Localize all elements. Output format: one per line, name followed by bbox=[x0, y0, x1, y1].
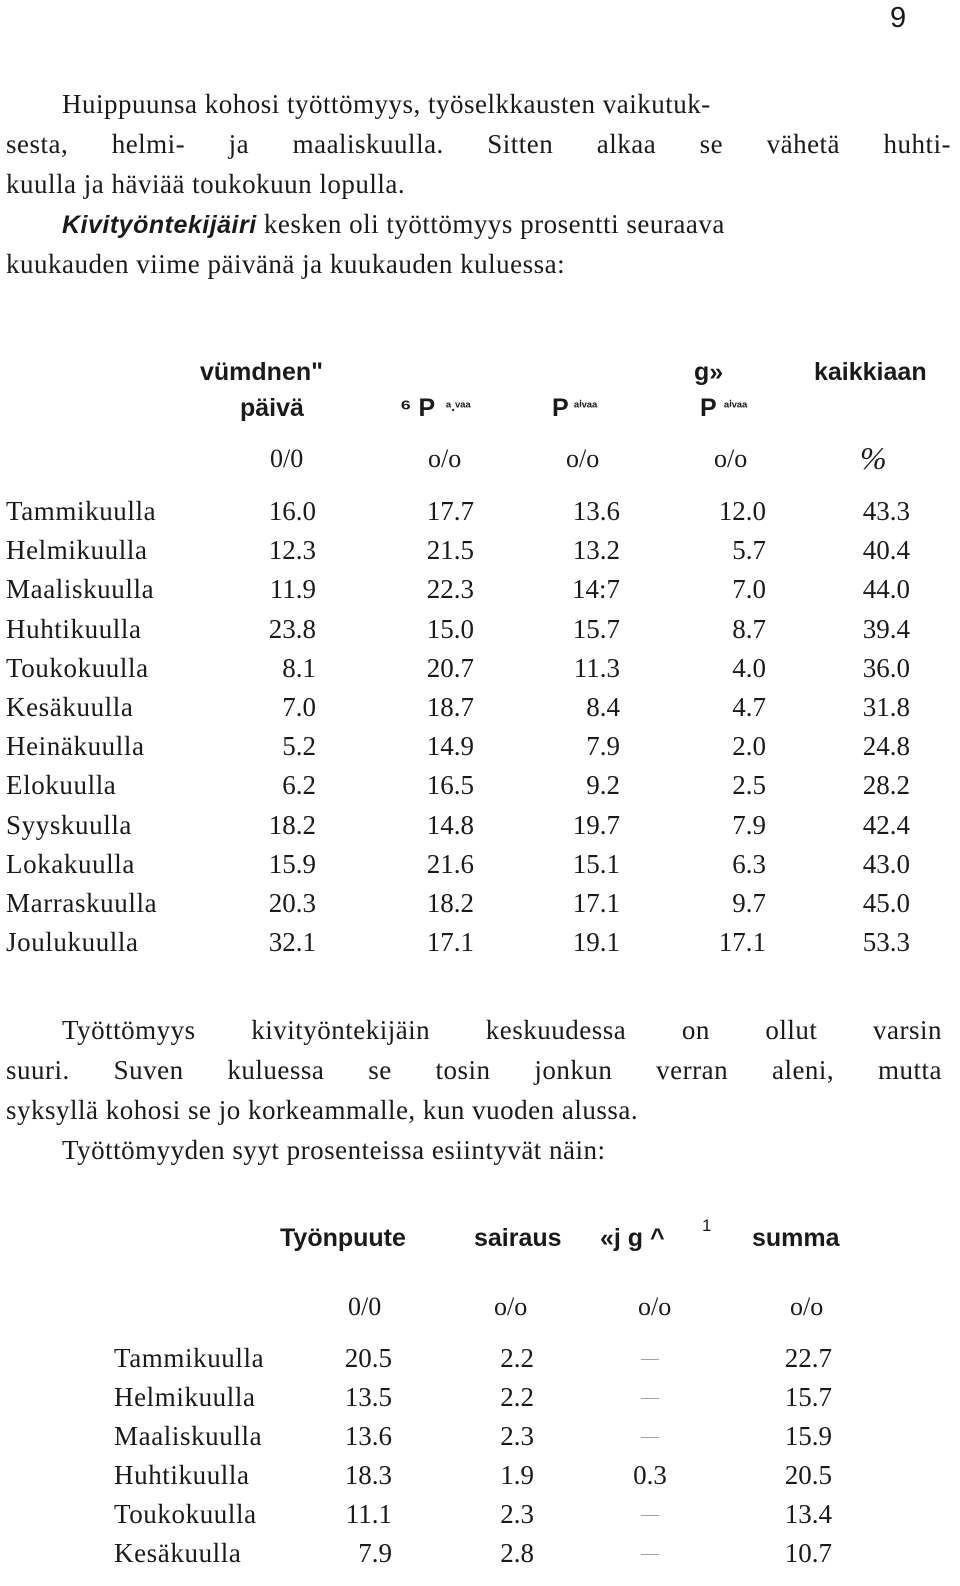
t2-pct-col4: o/o bbox=[790, 1292, 824, 1321]
table-cell: 5.7 bbox=[732, 535, 766, 566]
table-cell: 44.0 bbox=[862, 574, 910, 605]
table-cell: 31.8 bbox=[862, 692, 910, 722]
table-row bbox=[0, 922, 960, 962]
table-cell: 19.1 bbox=[572, 927, 620, 958]
table-cell: 2.8 bbox=[500, 1538, 534, 1568]
t1-header-col1: vümdnen" bbox=[200, 358, 323, 386]
table-cell: 32.1 bbox=[268, 927, 316, 958]
t2-header-tyonpuute: Työnpuute bbox=[280, 1224, 406, 1252]
table-cell: 15.9 bbox=[784, 1421, 832, 1451]
p2-line-1: Työttömyys kivityöntekijäin keskuudessa on ollut varsin bbox=[62, 1015, 942, 1045]
t1-pct-col3: o/o bbox=[566, 444, 600, 473]
table-cell: 21.5 bbox=[426, 535, 474, 566]
table-cell: 6.3 bbox=[732, 848, 766, 879]
t2-pct-col1: 0/0 bbox=[348, 1292, 382, 1321]
table-cell: 28.2 bbox=[862, 770, 910, 801]
table-cell: 17.1 bbox=[572, 888, 620, 918]
month-label: Huhtikuulla bbox=[6, 613, 142, 644]
month-label: Toukokuulla bbox=[114, 1499, 257, 1529]
table-row bbox=[0, 883, 960, 923]
t1-pct-col4: o/o bbox=[714, 444, 748, 473]
table-cell: 10.7 bbox=[784, 1538, 832, 1568]
table-cell: 14.8 bbox=[426, 809, 474, 840]
table-cell: 14:7 bbox=[571, 574, 620, 605]
table-cell: 8.1 bbox=[282, 652, 316, 683]
table-cell: 7.9 bbox=[358, 1538, 392, 1568]
table-cell: 2.3 bbox=[500, 1499, 534, 1529]
table-cell: 7.9 bbox=[732, 809, 766, 840]
table-cell: 13.6 bbox=[344, 1421, 392, 1451]
table-cell: 13.5 bbox=[344, 1382, 392, 1412]
table-cell: 24.8 bbox=[862, 731, 910, 762]
month-label: Kesäkuulla bbox=[6, 692, 134, 722]
month-label: Marraskuulla bbox=[6, 888, 158, 918]
table-cell: 6.2 bbox=[282, 770, 316, 801]
table-cell: 53.3 bbox=[862, 927, 910, 958]
page-number: 9 bbox=[890, 2, 907, 34]
table-cell: 17.7 bbox=[426, 496, 474, 526]
month-label: Maaliskuulla bbox=[6, 574, 155, 605]
table-cell: 12.0 bbox=[718, 496, 766, 526]
table-cell: 12.3 bbox=[268, 535, 316, 566]
table-cell: 13.2 bbox=[572, 535, 620, 566]
table-cell: 15.7 bbox=[572, 613, 620, 644]
t1-header-col4: g» bbox=[694, 358, 724, 386]
t1-subheader-col1: päivä bbox=[240, 394, 304, 422]
t1-subheader-col4-sup: ᵃⁱᵛᵃᵃ bbox=[724, 398, 748, 414]
table-cell: 15.7 bbox=[784, 1382, 832, 1412]
intro-line-1: Huippuunsa kohosi työttömyys, työselkkausten vaikutuk- bbox=[62, 89, 711, 119]
table-row bbox=[0, 491, 960, 531]
table-row bbox=[0, 726, 960, 766]
p2-line-2: suuri. Suven kuluessa se tosin jonkun verran aleni, mutta bbox=[6, 1055, 942, 1085]
intro-line-4-rest: kesken oli työttömyys prosentti seuraava bbox=[256, 209, 725, 239]
table-cell: 1.9 bbox=[500, 1460, 534, 1490]
table-cell: 4.7 bbox=[732, 692, 766, 722]
month-label: Syyskuulla bbox=[6, 809, 133, 840]
table-cell: 11.3 bbox=[573, 652, 620, 683]
intro-line-2: sesta, helmi- ja maaliskuulla. Sitten alkaa se vähetä huhti- bbox=[6, 129, 951, 159]
table-cell: 20.5 bbox=[784, 1460, 832, 1490]
table-cell: 20.3 bbox=[268, 888, 316, 918]
table-cell: 7.0 bbox=[732, 574, 766, 605]
table-cell: 17.1 bbox=[718, 927, 766, 958]
month-label: Elokuulla bbox=[6, 770, 117, 801]
table-cell: 39.4 bbox=[862, 613, 910, 644]
table-cell: 2.2 bbox=[500, 1343, 534, 1373]
t2-header-col3-sup: 1 bbox=[702, 1216, 712, 1235]
table-cell: 36.0 bbox=[862, 652, 910, 683]
table-cell: 18.3 bbox=[344, 1460, 392, 1490]
table-cell: 15.0 bbox=[426, 613, 474, 644]
table-cell: 5.2 bbox=[282, 731, 316, 762]
table-row bbox=[0, 1377, 960, 1417]
table-cell: — bbox=[641, 1543, 659, 1563]
table-row bbox=[0, 609, 960, 649]
table-cell: 21.6 bbox=[426, 848, 474, 879]
t2-header-summa: summa bbox=[752, 1224, 840, 1252]
table-cell: — bbox=[641, 1387, 659, 1407]
t2-pct-col3: o/o bbox=[638, 1292, 672, 1321]
table-cell: 4.0 bbox=[732, 652, 766, 683]
table-cell: 11.1 bbox=[345, 1499, 392, 1529]
table-cell: 20.5 bbox=[344, 1343, 392, 1373]
intro-line-4 bbox=[62, 204, 725, 244]
table-cell: 2.3 bbox=[500, 1421, 534, 1451]
month-label: Joulukuulla bbox=[6, 927, 139, 958]
month-label: Tammikuulla bbox=[6, 496, 157, 526]
month-label: Heinäkuulla bbox=[6, 731, 145, 762]
table-cell: 9.7 bbox=[732, 888, 766, 918]
t2-header-col3: «j g ^ bbox=[600, 1224, 665, 1252]
table-row bbox=[0, 530, 960, 570]
t1-subheader-col2-sup: ᵃ.ᵛᵃᵃ bbox=[446, 398, 471, 414]
table-row bbox=[0, 765, 960, 805]
table-cell: 0.3 bbox=[633, 1460, 667, 1490]
table-cell: 22.7 bbox=[784, 1343, 832, 1373]
t1-pct-col5: % bbox=[860, 440, 887, 476]
table-cell: 8.4 bbox=[586, 692, 620, 722]
table-row bbox=[0, 1455, 960, 1495]
table-cell: 2.0 bbox=[732, 731, 766, 762]
table-cell: 43.0 bbox=[862, 848, 910, 879]
month-label: Helmikuulla bbox=[114, 1382, 256, 1412]
table-cell: 11.9 bbox=[269, 574, 316, 605]
italic-word: Kivityöntekijäiri bbox=[62, 211, 257, 239]
p2-line-3: syksyllä kohosi se jo korkeammalle, kun vuoden alussa. bbox=[6, 1095, 639, 1125]
t1-header-col5: kaikkiaan bbox=[814, 358, 927, 386]
month-label: Toukokuulla bbox=[6, 652, 149, 683]
t1-subheader-col3-sup: ᵃⁱᵛᵃᵃ bbox=[574, 398, 598, 414]
table-cell: 23.8 bbox=[268, 613, 316, 644]
table-row bbox=[0, 805, 960, 845]
intro-line-3: kuulla ja häviää toukokuun lopulla. bbox=[6, 169, 406, 199]
t1-subheader-col2: ⁶ P bbox=[400, 394, 436, 422]
table-cell: 45.0 bbox=[862, 888, 910, 918]
table-cell: 18.7 bbox=[426, 692, 474, 722]
table-cell: 20.7 bbox=[426, 652, 474, 683]
month-label: Maaliskuulla bbox=[114, 1421, 263, 1451]
table-cell: 8.7 bbox=[732, 613, 766, 644]
table-cell: 16.5 bbox=[426, 770, 474, 801]
table-row bbox=[0, 1494, 960, 1534]
table-cell: 17.1 bbox=[426, 927, 474, 958]
t2-pct-col2: o/o bbox=[494, 1292, 528, 1321]
table-cell: 42.4 bbox=[862, 809, 910, 840]
table-cell: 19.7 bbox=[572, 809, 620, 840]
month-label: Helmikuulla bbox=[6, 535, 148, 566]
month-label: Huhtikuulla bbox=[114, 1460, 250, 1490]
table-row bbox=[0, 687, 960, 727]
table-row bbox=[0, 1338, 960, 1378]
table-row bbox=[0, 569, 960, 609]
t2-header-sairaus: sairaus bbox=[474, 1224, 562, 1252]
table-cell: 40.4 bbox=[862, 535, 910, 566]
table-row bbox=[0, 844, 960, 884]
table-cell: 2.5 bbox=[732, 770, 766, 801]
month-label: Tammikuulla bbox=[114, 1343, 265, 1373]
table-row bbox=[0, 1416, 960, 1456]
table-cell: 18.2 bbox=[426, 888, 474, 918]
month-label: Kesäkuulla bbox=[114, 1538, 242, 1568]
intro-line-5: kuukauden viime päivänä ja kuukauden kuluessa: bbox=[6, 249, 566, 279]
table-cell: 16.0 bbox=[268, 496, 316, 526]
table-cell: 18.2 bbox=[268, 809, 316, 840]
t1-subheader-col4: P bbox=[700, 394, 717, 422]
table-cell: — bbox=[641, 1504, 659, 1524]
table-cell: 13.6 bbox=[572, 496, 620, 526]
table-row bbox=[0, 1533, 960, 1573]
table-cell: 43.3 bbox=[862, 496, 910, 526]
table-cell: 7.0 bbox=[282, 692, 316, 722]
table-cell: 9.2 bbox=[586, 770, 620, 801]
table-cell: — bbox=[641, 1348, 659, 1368]
table-cell: 14.9 bbox=[426, 731, 474, 762]
table-cell: — bbox=[641, 1426, 659, 1446]
table-cell: 15.1 bbox=[572, 848, 620, 879]
table-cell: 13.4 bbox=[784, 1499, 832, 1529]
table-row bbox=[0, 648, 960, 688]
p2-line-4: Työttömyyden syyt prosenteissa esiintyvät näin: bbox=[62, 1135, 606, 1165]
t1-pct-col2: o/o bbox=[428, 444, 462, 473]
table-cell: 2.2 bbox=[500, 1382, 534, 1412]
t1-pct-col1: 0/0 bbox=[270, 444, 304, 473]
month-label: Lokakuulla bbox=[6, 848, 135, 879]
table-cell: 22.3 bbox=[426, 574, 474, 605]
table-cell: 7.9 bbox=[586, 731, 620, 762]
table-cell: 15.9 bbox=[268, 848, 316, 879]
t1-subheader-col3: P bbox=[552, 394, 569, 422]
